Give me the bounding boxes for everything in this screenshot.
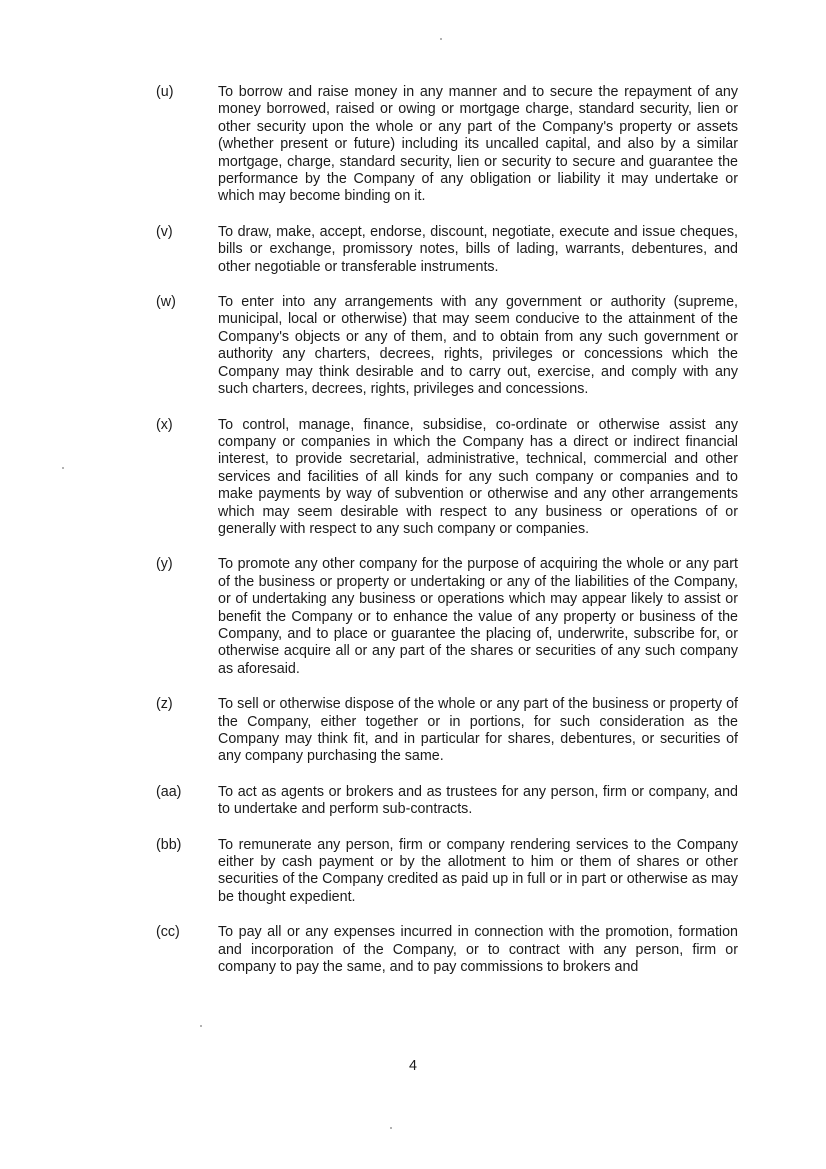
- clause-text: To act as agents or brokers and as trustees for any person, firm or company, and to undertake and perform sub-contracts.: [218, 783, 738, 818]
- clause-list: [156, 84, 738, 994]
- clause-label: (aa): [156, 783, 182, 800]
- scan-speck: [200, 1025, 202, 1027]
- clause-label: (w): [156, 294, 176, 311]
- clause-label: (z): [156, 696, 173, 713]
- clause-text: To enter into any arrangements with any government or authority (supreme, municipal, local or otherwise) that may seem conducive to the attainment of the Company's objects or any of them, and to obtain from any such government or authority any charters, decrees, rights, privileges or concessions which the Company may think desirable and to carry out, exercise, and comply with any such charters, decrees, rights, privileges and concessions.: [218, 294, 738, 398]
- clause-label: (bb): [156, 836, 182, 853]
- clause-bb: [156, 837, 738, 907]
- scan-speck: [390, 1127, 392, 1129]
- scan-speck: [62, 467, 64, 469]
- clause-v: [156, 224, 738, 276]
- clause-text: To promote any other company for the purpose of acquiring the whole or any part of the business or property or undertaking or any of the liabilities of the Company, or of undertaking any business or operations which may appear likely to assist or benefit the Company or to enhance the value of any property or business of the Company, and to place or guarantee the placing of, underwrite, subscribe for, or otherwise acquire all or any part of the shares or securities of any such company as aforesaid.: [218, 556, 738, 677]
- clause-cc: [156, 924, 738, 976]
- clause-text: To control, manage, finance, subsidise, co-ordinate or otherwise assist any company or companies in which the Company has a direct or indirect financial interest, to provide secretarial, administrative, technical, commercial and other services and facilities of all kinds for any such company or companies and to make payments by way of subvention or otherwise and any other arrangements which may seem desirable with respect to any business or operations of or generally with respect to any such company or companies.: [218, 416, 738, 537]
- clause-x: [156, 417, 738, 539]
- page-number: 4: [409, 1058, 417, 1074]
- clause-label: (v): [156, 223, 173, 240]
- clause-text: To draw, make, accept, endorse, discount, negotiate, execute and issue cheques, bills or exchange, promissory notes, bills of lading, warrants, debentures, and other negotiable or transferable instruments.: [218, 223, 738, 275]
- clause-text: To remunerate any person, firm or company rendering services to the Company either by cash payment or by the allotment to him or them of shares or other securities of the Company credited as paid up in full or in part or otherwise as may be thought expedient.: [218, 836, 738, 905]
- clause-aa: [156, 784, 738, 819]
- clause-z: [156, 696, 738, 766]
- clause-w: [156, 294, 738, 398]
- clause-text: To borrow and raise money in any manner and to secure the repayment of any money borrowed, raised or owing or mortgage charge, standard security, lien or other security upon the whole or any part of the Company's property or assets (whether present or future) including its uncalled capital, and also by a similar mortgage, charge, standard security, lien or security to secure and guarantee the performance by the Company of any obligation or liability it may undertake or which may become binding on it.: [218, 84, 738, 205]
- clause-label: (x): [156, 416, 173, 433]
- clause-u: [156, 84, 738, 206]
- clause-label: (y): [156, 556, 173, 573]
- clause-y: [156, 556, 738, 678]
- scan-speck: [440, 38, 442, 40]
- clause-text: To pay all or any expenses incurred in connection with the promotion, formation and incorporation of the Company, or to contract with any person, firm or company to pay the same, and to pay commissions to brokers and: [218, 924, 738, 976]
- clause-label: (u): [156, 84, 174, 100]
- clause-label: (cc): [156, 924, 180, 941]
- clause-text: To sell or otherwise dispose of the whole or any part of the business or property of the Company, either together or in portions, for such consideration as the Company may think fit, and in particular for shares, debentures, or securities of any company purchasing the same.: [218, 696, 738, 765]
